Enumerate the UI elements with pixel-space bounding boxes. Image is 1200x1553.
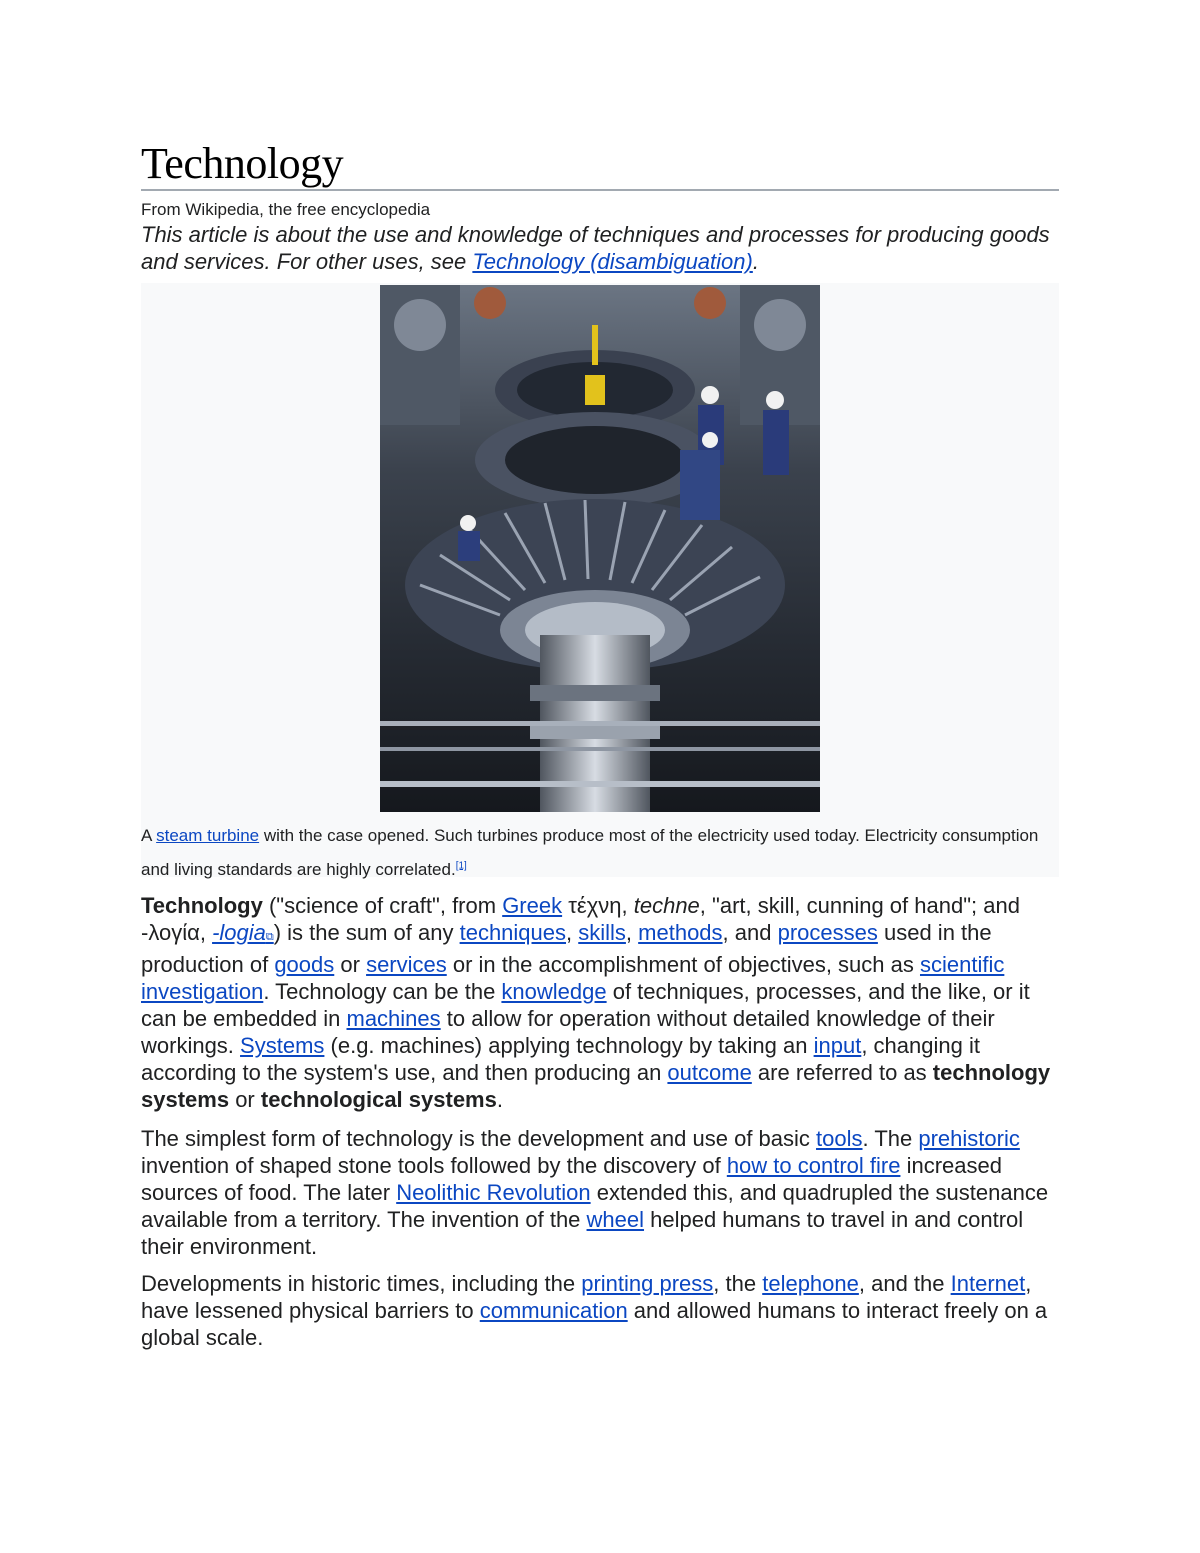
text: invention of shaped stone tools followed by the discovery of — [141, 1153, 727, 1178]
text: (e.g. machines) applying technology by taking an — [324, 1033, 814, 1058]
text: τέχνη, — [562, 893, 634, 918]
text: , the — [713, 1271, 763, 1296]
caption-prefix: A — [141, 826, 157, 845]
text: , — [625, 920, 639, 945]
citation-1[interactable]: [1] — [455, 860, 467, 872]
page-title: Technology — [141, 139, 344, 188]
text: , and — [722, 920, 778, 945]
knowledge-link[interactable]: knowledge — [501, 979, 607, 1004]
input-link[interactable]: input — [813, 1033, 862, 1058]
bold-technology-systems: technology systems — [141, 1060, 1051, 1112]
text: . Technology can be the — [263, 979, 502, 1004]
text: ) is the sum of any — [273, 920, 460, 945]
goods-link[interactable]: goods — [274, 952, 335, 977]
text: . The — [862, 1126, 919, 1151]
outcome-link[interactable]: outcome — [667, 1060, 752, 1085]
text: extended this, and quadrupled the sustenance available from a territory. The invention of the — [141, 1180, 1049, 1232]
text: are referred to as — [751, 1060, 933, 1085]
paragraph-3 — [141, 1270, 1059, 1351]
text: , have lessened physical barriers to — [141, 1271, 1032, 1323]
printing-press-link[interactable]: printing press — [581, 1271, 714, 1296]
tools-link[interactable]: tools — [816, 1126, 863, 1151]
text: , — [566, 920, 579, 945]
communication-link[interactable]: communication — [479, 1298, 628, 1323]
hatnote-suffix: . — [752, 249, 759, 274]
figure-caption — [141, 819, 1059, 887]
text: helped humans to travel in and control their environment. — [141, 1207, 1024, 1259]
text: to allow for operation without detailed knowledge of their workings. — [141, 1006, 995, 1058]
internet-link[interactable]: Internet — [950, 1271, 1026, 1296]
text: , changing it according to the system's use, and then producing an — [141, 1033, 980, 1085]
logia-link[interactable] — [212, 920, 274, 945]
figure — [141, 283, 1059, 877]
caption-text: with the case opened. Such turbines produce most of the electricity used today. Electricity consumption and living standards are highly correlated. — [141, 826, 1039, 879]
methods-link[interactable]: methods — [638, 920, 723, 945]
bold-technological-systems: technological systems — [260, 1087, 497, 1112]
text: increased sources of food. The later — [141, 1153, 1002, 1205]
text: and allowed humans to interact freely on a global scale. — [141, 1298, 1048, 1350]
text: . — [496, 1087, 503, 1112]
hatnote — [141, 221, 1059, 275]
processes-link[interactable]: processes — [777, 920, 878, 945]
paragraph-2 — [141, 1125, 1059, 1260]
paragraph-1 — [141, 892, 1059, 1113]
systems-link[interactable]: Systems — [240, 1033, 325, 1058]
text: The simplest form of technology is the development and use of basic — [141, 1126, 817, 1151]
article — [141, 138, 1059, 1351]
site-tagline: From Wikipedia, the free encyclopedia — [141, 200, 431, 219]
text: of techniques, processes, and the like, or it can be embedded in — [141, 979, 1030, 1031]
text: or — [229, 1087, 261, 1112]
text: used in the production of — [141, 920, 992, 977]
prehistoric-link[interactable]: prehistoric — [918, 1126, 1020, 1151]
machines-link[interactable]: machines — [346, 1006, 441, 1031]
turbine-illustration — [380, 285, 820, 812]
text: Developments in historic times, including the — [141, 1271, 582, 1296]
disambiguation-link[interactable]: Technology (disambiguation) — [472, 249, 753, 274]
steam-turbine-image[interactable] — [380, 285, 820, 812]
techne-italic: techne — [633, 893, 700, 918]
text: or in the accomplishment of objectives, such as — [446, 952, 920, 977]
text: , and the — [858, 1271, 951, 1296]
skills-link[interactable]: skills — [578, 920, 626, 945]
logia-text: -logia — [212, 920, 266, 945]
greek-link[interactable]: Greek — [502, 893, 563, 918]
scientific-investigation-link[interactable]: scientific investigation — [141, 952, 1005, 1004]
services-link[interactable]: services — [366, 952, 447, 977]
text: ("science of craft", from — [262, 893, 503, 918]
hatnote-text: This article is about the use and knowledge of techniques and processes for producing goods and services. For other uses, see — [141, 222, 1050, 274]
bold-term: Technology — [141, 893, 263, 918]
telephone-link[interactable]: telephone — [762, 1271, 859, 1296]
neolithic-revolution-link[interactable]: Neolithic Revolution — [396, 1180, 591, 1205]
text: , "art, skill, cunning of hand"; and -λογία, — [141, 893, 1020, 945]
steam-turbine-link[interactable]: steam turbine — [156, 826, 260, 845]
techniques-link[interactable]: techniques — [459, 920, 567, 945]
external-link-icon: ⧉ — [265, 931, 274, 943]
wheel-link[interactable]: wheel — [586, 1207, 645, 1232]
text: or — [334, 952, 367, 977]
control-fire-link[interactable]: how to control fire — [726, 1153, 901, 1178]
